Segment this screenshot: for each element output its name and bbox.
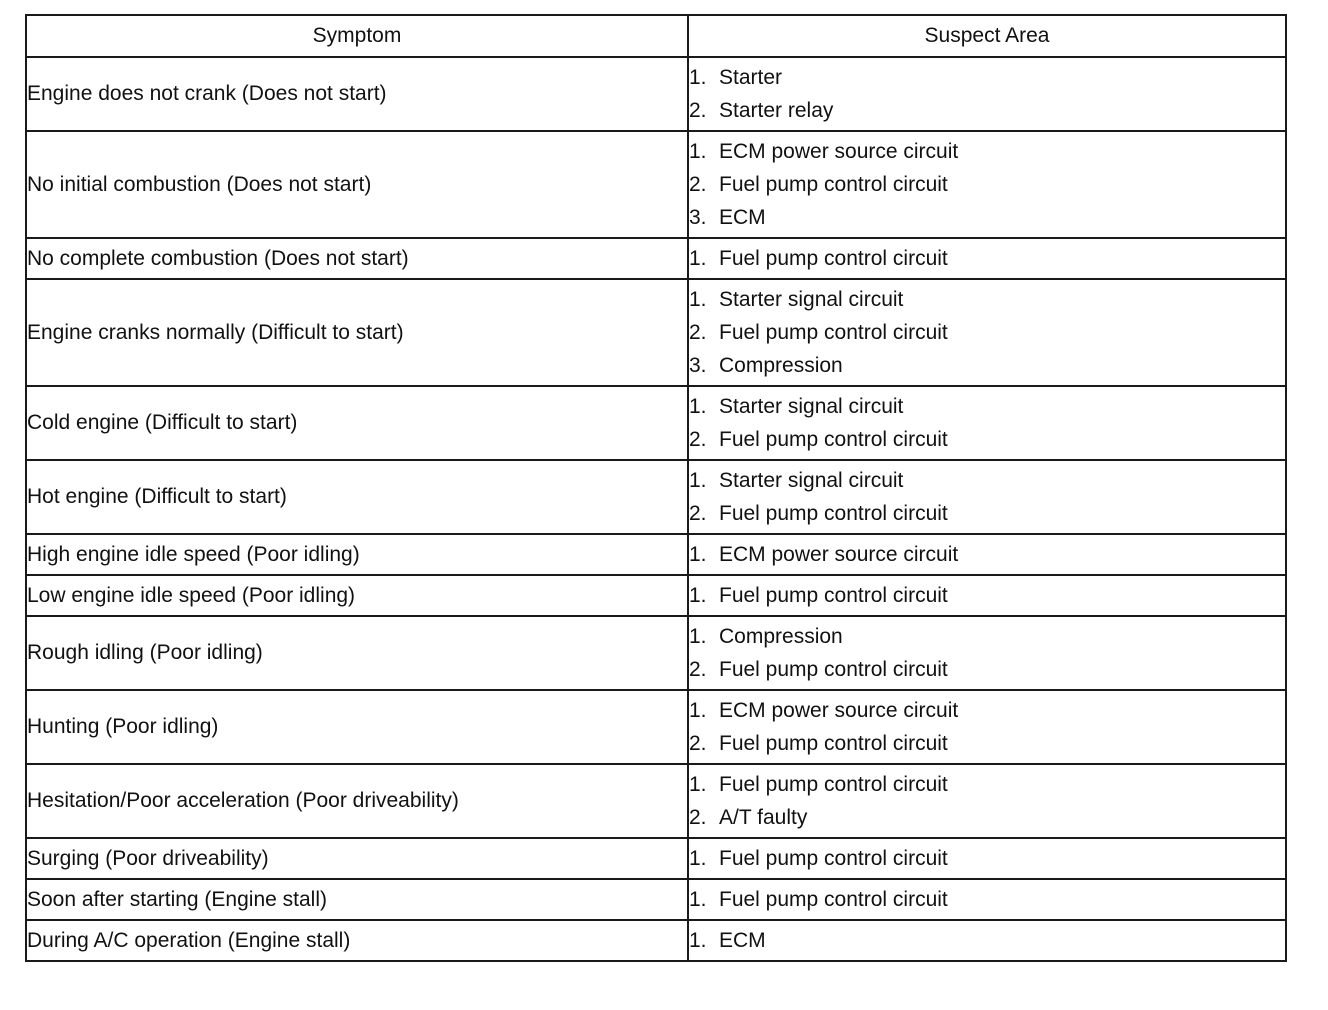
suspect-item-number: 3. bbox=[689, 206, 707, 229]
suspect-item-label: ECM power source circuit bbox=[719, 140, 959, 163]
suspect-list bbox=[689, 387, 1285, 459]
suspect-item-label: ECM power source circuit bbox=[719, 699, 959, 722]
table-row bbox=[26, 534, 1286, 575]
suspect-item-number: 2. bbox=[689, 173, 707, 196]
suspect-item bbox=[689, 620, 1285, 653]
suspect-list bbox=[689, 765, 1285, 837]
suspect-area-cell bbox=[688, 238, 1286, 279]
symptom-cell: Rough idling (Poor idling) bbox=[26, 616, 688, 690]
suspect-item bbox=[689, 768, 1285, 801]
suspect-list bbox=[689, 921, 1285, 960]
suspect-item-number: 1. bbox=[689, 888, 707, 911]
suspect-area-cell bbox=[688, 920, 1286, 961]
suspect-list bbox=[689, 576, 1285, 615]
suspect-item-number: 2. bbox=[689, 732, 707, 755]
symptom-cell: No complete combustion (Does not start) bbox=[26, 238, 688, 279]
table-row bbox=[26, 838, 1286, 879]
suspect-item-label: Fuel pump control circuit bbox=[719, 321, 948, 344]
table-row bbox=[26, 279, 1286, 386]
suspect-list bbox=[689, 461, 1285, 533]
suspect-item-label: Compression bbox=[719, 354, 843, 377]
table-row bbox=[26, 386, 1286, 460]
suspect-item bbox=[689, 924, 1285, 957]
suspect-area-cell bbox=[688, 460, 1286, 534]
suspect-item-number: 1. bbox=[689, 395, 707, 418]
suspect-item bbox=[689, 242, 1285, 275]
table-row bbox=[26, 764, 1286, 838]
suspect-item bbox=[689, 390, 1285, 423]
suspect-item-number: 1. bbox=[689, 584, 707, 607]
suspect-item-number: 1. bbox=[689, 140, 707, 163]
suspect-item-label: Fuel pump control circuit bbox=[719, 773, 948, 796]
suspect-item-label: Fuel pump control circuit bbox=[719, 658, 948, 681]
symptom-cell: Hesitation/Poor acceleration (Poor driveability) bbox=[26, 764, 688, 838]
suspect-item-number: 1. bbox=[689, 847, 707, 870]
suspect-item-number: 1. bbox=[689, 699, 707, 722]
suspect-item bbox=[689, 61, 1285, 94]
suspect-item bbox=[689, 168, 1285, 201]
suspect-item-number: 1. bbox=[689, 469, 707, 492]
suspect-area-cell bbox=[688, 838, 1286, 879]
suspect-item-number: 2. bbox=[689, 321, 707, 344]
suspect-area-cell bbox=[688, 690, 1286, 764]
symptom-cell: Engine does not crank (Does not start) bbox=[26, 57, 688, 131]
suspect-item bbox=[689, 538, 1285, 571]
symptom-cell: High engine idle speed (Poor idling) bbox=[26, 534, 688, 575]
symptom-cell: Low engine idle speed (Poor idling) bbox=[26, 575, 688, 616]
suspect-item-number: 2. bbox=[689, 806, 707, 829]
symptom-cell: Surging (Poor driveability) bbox=[26, 838, 688, 879]
suspect-item bbox=[689, 201, 1285, 234]
suspect-item bbox=[689, 135, 1285, 168]
suspect-item bbox=[689, 801, 1285, 834]
symptom-cell: Hot engine (Difficult to start) bbox=[26, 460, 688, 534]
suspect-item-label: Compression bbox=[719, 625, 843, 648]
suspect-list bbox=[689, 535, 1285, 574]
suspect-item bbox=[689, 94, 1285, 127]
suspect-item-label: ECM power source circuit bbox=[719, 543, 959, 566]
suspect-item-label: ECM bbox=[719, 929, 766, 952]
table-row bbox=[26, 575, 1286, 616]
suspect-item-label: A/T faulty bbox=[719, 806, 808, 829]
suspect-item-label: Fuel pump control circuit bbox=[719, 732, 948, 755]
symptom-cell: Soon after starting (Engine stall) bbox=[26, 879, 688, 920]
suspect-item-label: ECM bbox=[719, 206, 766, 229]
suspect-item-label: Fuel pump control circuit bbox=[719, 428, 948, 451]
suspect-item-number: 1. bbox=[689, 625, 707, 648]
suspect-item bbox=[689, 653, 1285, 686]
symptom-table bbox=[25, 14, 1287, 962]
suspect-item-label: Fuel pump control circuit bbox=[719, 173, 948, 196]
suspect-area-cell bbox=[688, 575, 1286, 616]
suspect-list bbox=[689, 839, 1285, 878]
suspect-item-label: Starter bbox=[719, 66, 783, 89]
suspect-list bbox=[689, 132, 1285, 237]
suspect-item bbox=[689, 423, 1285, 456]
suspect-item-number: 2. bbox=[689, 99, 707, 122]
suspect-item bbox=[689, 497, 1285, 530]
suspect-area-cell bbox=[688, 534, 1286, 575]
suspect-item-label: Fuel pump control circuit bbox=[719, 584, 948, 607]
suspect-list bbox=[689, 880, 1285, 919]
suspect-item bbox=[689, 316, 1285, 349]
suspect-list bbox=[689, 239, 1285, 278]
suspect-item-number: 3. bbox=[689, 354, 707, 377]
table-row bbox=[26, 879, 1286, 920]
table-row bbox=[26, 616, 1286, 690]
suspect-item-label: Fuel pump control circuit bbox=[719, 847, 948, 870]
table-body bbox=[26, 57, 1286, 961]
symptom-cell: Hunting (Poor idling) bbox=[26, 690, 688, 764]
suspect-item-label: Starter signal circuit bbox=[719, 288, 904, 311]
suspect-list bbox=[689, 691, 1285, 763]
suspect-item-number: 2. bbox=[689, 428, 707, 451]
suspect-area-cell bbox=[688, 879, 1286, 920]
suspect-item-number: 1. bbox=[689, 66, 707, 89]
suspect-item-number: 1. bbox=[689, 288, 707, 311]
suspect-area-cell bbox=[688, 279, 1286, 386]
suspect-item bbox=[689, 464, 1285, 497]
symptom-cell: Cold engine (Difficult to start) bbox=[26, 386, 688, 460]
suspect-item-label: Starter signal circuit bbox=[719, 469, 904, 492]
suspect-item-number: 1. bbox=[689, 543, 707, 566]
table-row bbox=[26, 131, 1286, 238]
suspect-list bbox=[689, 617, 1285, 689]
suspect-item-number: 1. bbox=[689, 247, 707, 270]
suspect-item-number: 1. bbox=[689, 929, 707, 952]
table-header-row bbox=[26, 15, 1286, 57]
suspect-list bbox=[689, 280, 1285, 385]
suspect-area-cell bbox=[688, 616, 1286, 690]
suspect-area-cell bbox=[688, 131, 1286, 238]
symptom-cell: No initial combustion (Does not start) bbox=[26, 131, 688, 238]
table-row bbox=[26, 460, 1286, 534]
header-suspect-area: Suspect Area bbox=[688, 15, 1286, 57]
table-row bbox=[26, 690, 1286, 764]
suspect-item bbox=[689, 579, 1285, 612]
symptom-cell: During A/C operation (Engine stall) bbox=[26, 920, 688, 961]
suspect-item-label: Fuel pump control circuit bbox=[719, 502, 948, 525]
table-row bbox=[26, 57, 1286, 131]
suspect-item bbox=[689, 283, 1285, 316]
suspect-item-number: 1. bbox=[689, 773, 707, 796]
suspect-area-cell bbox=[688, 386, 1286, 460]
suspect-item-number: 2. bbox=[689, 658, 707, 681]
suspect-item bbox=[689, 694, 1285, 727]
suspect-item bbox=[689, 842, 1285, 875]
suspect-item bbox=[689, 883, 1285, 916]
suspect-item bbox=[689, 349, 1285, 382]
suspect-area-cell bbox=[688, 57, 1286, 131]
table-row bbox=[26, 238, 1286, 279]
symptom-cell: Engine cranks normally (Difficult to start) bbox=[26, 279, 688, 386]
suspect-list bbox=[689, 58, 1285, 130]
suspect-area-cell bbox=[688, 764, 1286, 838]
table-row bbox=[26, 920, 1286, 961]
suspect-item-label: Starter signal circuit bbox=[719, 395, 904, 418]
suspect-item bbox=[689, 727, 1285, 760]
suspect-item-label: Fuel pump control circuit bbox=[719, 888, 948, 911]
suspect-item-label: Starter relay bbox=[719, 99, 834, 122]
header-symptom: Symptom bbox=[26, 15, 688, 57]
suspect-item-label: Fuel pump control circuit bbox=[719, 247, 948, 270]
suspect-item-number: 2. bbox=[689, 502, 707, 525]
